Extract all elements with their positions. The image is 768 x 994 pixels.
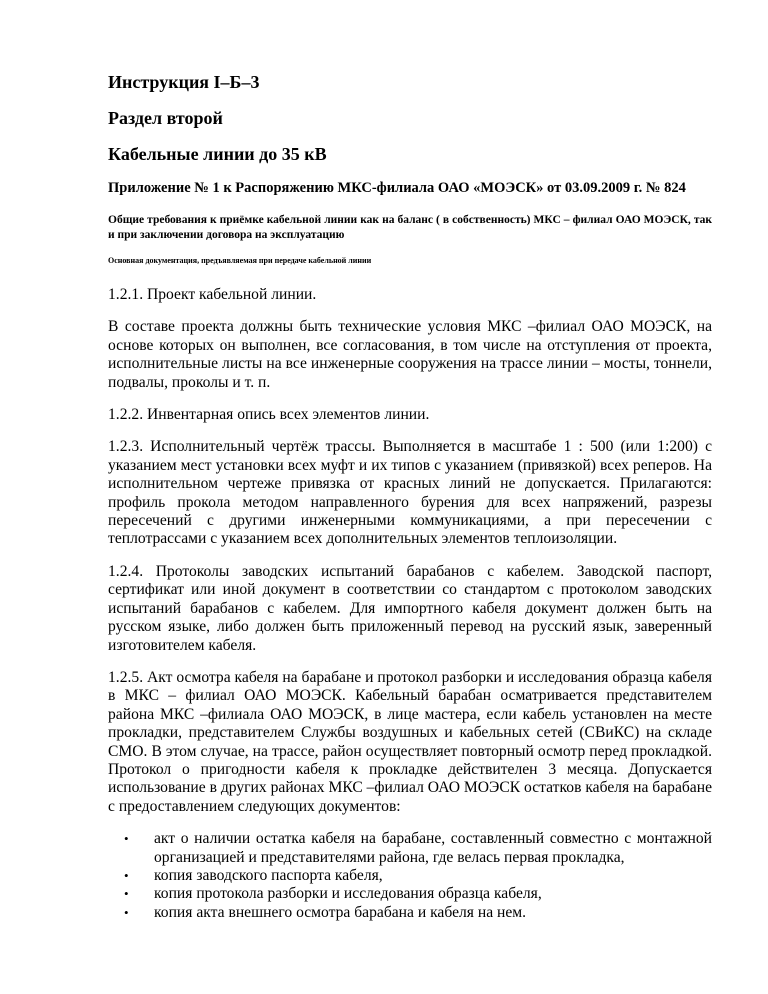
documentation-heading: Основная документация, предъявляемая при передаче кабельной линии bbox=[108, 256, 372, 265]
appendix-heading: Приложение № 1 к Распоряжению МКС-филиала ОАО «МОЭСК» от 03.09.2009 г. № 824 bbox=[108, 180, 686, 196]
list-item: • копия заводского паспорта кабеля, bbox=[154, 867, 712, 885]
list-item: • копия протокола разборки и исследования образца кабеля, bbox=[154, 885, 712, 903]
paragraph-1-2-3: 1.2.3. Исполнительный чертёж трассы. Выполняется в масштабе 1 : 500 (или 1:200) с указанием мест установки всех муфт и их типов с указанием (привязкой) всех реперов. На исполнительном чертеже привязка от красных линий не допускается. Прилагаются: профиль прокола методом направленного бурения для всех напряжений, разрезы пересечений с другими инженерными коммуникациями, а при пересечении с теплотрассами с указанием всех дополнительных элементов теплоизоляции. bbox=[108, 438, 712, 548]
paragraph-1-2-1: 1.2.1. Проект кабельной линии. bbox=[108, 286, 317, 303]
documents-list bbox=[108, 830, 712, 922]
instruction-title: Инструкция I–Б–3 bbox=[108, 72, 260, 92]
list-item: • копия акта внешнего осмотра барабана и кабеля на нем. bbox=[154, 904, 712, 922]
list-item: • акт о наличии остатка кабеля на барабане, составленный совместно с монтажной организацией и представителями района, где велась первая прокладка, bbox=[154, 830, 712, 867]
section-title: Раздел второй bbox=[108, 108, 223, 128]
general-requirements-heading: Общие требования к приёмке кабельной линии как на баланс ( в собственность) МКС – филиал ОАО МОЭСК, так и при заключении договора на эксплуатацию bbox=[108, 214, 712, 241]
cable-lines-title: Кабельные линии до 35 кВ bbox=[108, 144, 327, 164]
paragraph-1-2-4: 1.2.4. Протоколы заводских испытаний барабанов с кабелем. Заводской паспорт, сертификат или иной документ в соответствии со стандартом с протоколом заводских испытаний барабанов с кабелем. Для импортного кабеля документ должен быть на русском языке, либо должен быть приложенный перевод на русский язык, заверенный изготовителем кабеля. bbox=[108, 562, 712, 654]
paragraph-project: В составе проекта должны быть технические условия МКС –филиал ОАО МОЭСК, на основе которых он выполнен, все согласования, в том числе на отступления от проекта, исполнительные листы на все инженерные сооружения на трассе линии – мосты, тоннели, подвалы, проколы и т. п. bbox=[108, 318, 712, 391]
paragraph-1-2-5: 1.2.5. Акт осмотра кабеля на барабане и протокол разборки и исследования образца кабеля в МКС – филиал ОАО МОЭСК. Кабельный барабан осматривается представителем района МКС –филиала ОАО МОЭСК, в лице мастера, если кабель установлен на месте прокладки, представителем Службы воздушных и кабельных сетей (СВиКС) на складе СМО. В этом случае, на трассе, район осуществляет повторный осмотр перед прокладкой. Протокол о пригодности кабеля к прокладке действителен 3 месяца. Допускается использование в других районах МКС –филиал ОАО МОЭСК остатков кабеля на барабане с предоставлением следующих документов: bbox=[108, 668, 712, 815]
paragraph-1-2-2: 1.2.2. Инвентарная опись всех элементов линии. bbox=[108, 406, 430, 424]
